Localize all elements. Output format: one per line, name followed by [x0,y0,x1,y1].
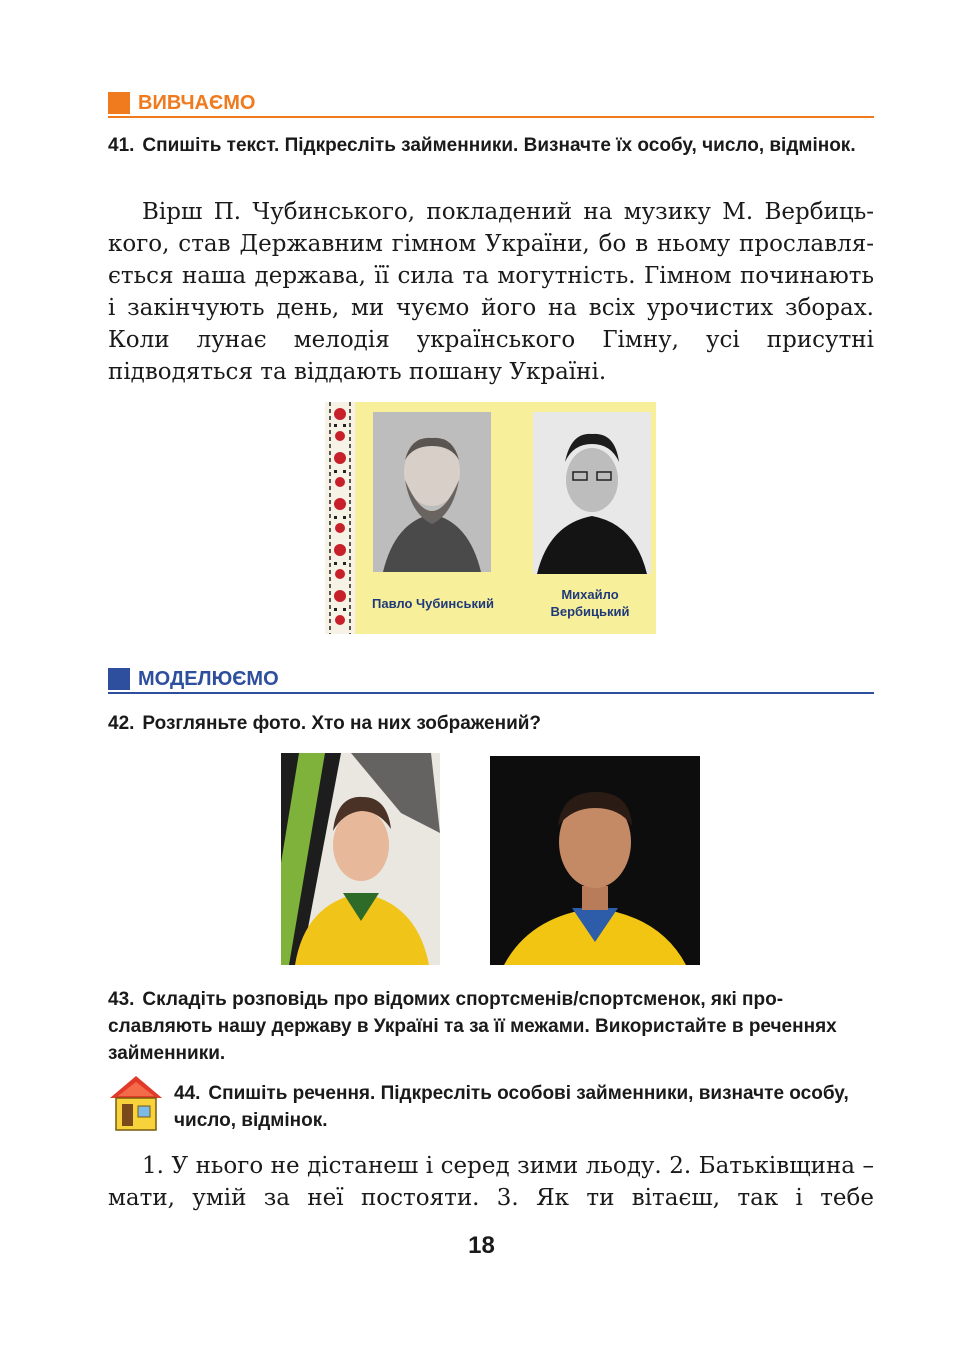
task-43-instruction [108,986,874,1067]
home-icon [108,1074,164,1132]
task-41-instruction [108,132,874,159]
portraits-panel [325,402,656,634]
section-title: МОДЕЛЮЄМО [138,668,279,690]
task-text: Складіть розповідь про відомих спортсменів/спортсменок, які прославляють нашу державу в Україні та за її межами. Використайте в реченнях займенники. [108,989,837,1064]
task-text: Спишіть речення. Підкресліть особові займенники, визначте особу, число, відмінок. [174,1083,849,1131]
athlete-photo-left-image [281,753,440,965]
task-number: 41. [108,135,135,156]
section-rule [108,692,874,694]
section-marker [108,92,130,114]
portrait-caption-left: Павло Чубинський [372,596,494,611]
task-text: Спишіть текст. Підкресліть займенники. Визначте їх особу, число, відмінок. [142,135,856,156]
task-44-text: 1. У нього не дістанеш і серед зими льоду. 2. Батьківщина – мати, умій за неї постояти. 3. Як ти вітаєш, так і тебе [108,1153,874,1211]
section-title: ВИВЧАЄМО [138,92,256,114]
page-number: 18 [468,1232,495,1259]
task-text: Розгляньте фото. Хто на них зображений? [142,713,542,734]
task-number: 43. [108,989,135,1010]
athlete-photo-left [281,753,440,965]
section-rule [108,116,874,118]
task-number: 42. [108,713,135,734]
section-header-study [108,90,874,118]
task-42-instruction [108,710,874,737]
caption-line: Вербицький [550,604,630,619]
caption-line: Михайло [561,587,619,602]
athlete-photo-right [490,756,700,965]
portrait-caption-right [525,586,655,620]
task-number: 44. [174,1083,201,1104]
section-marker [108,668,130,690]
task-44-instruction [174,1080,874,1134]
athlete-photo-right-image [490,756,700,965]
section-header-model [108,666,874,694]
task-41-text: Вірш П. Чубинського, покладений на музику М. Вербицького, став Державним гімном України, бо в ньому прославляється наша держава, її сила та могутність. Гімном починають і закінчують день, ми чуємо його на всіх урочистих зборах. Коли лунає мелодія українського Гімну, усі присутні підводяться та віддають пошану Україні. [108,199,874,385]
